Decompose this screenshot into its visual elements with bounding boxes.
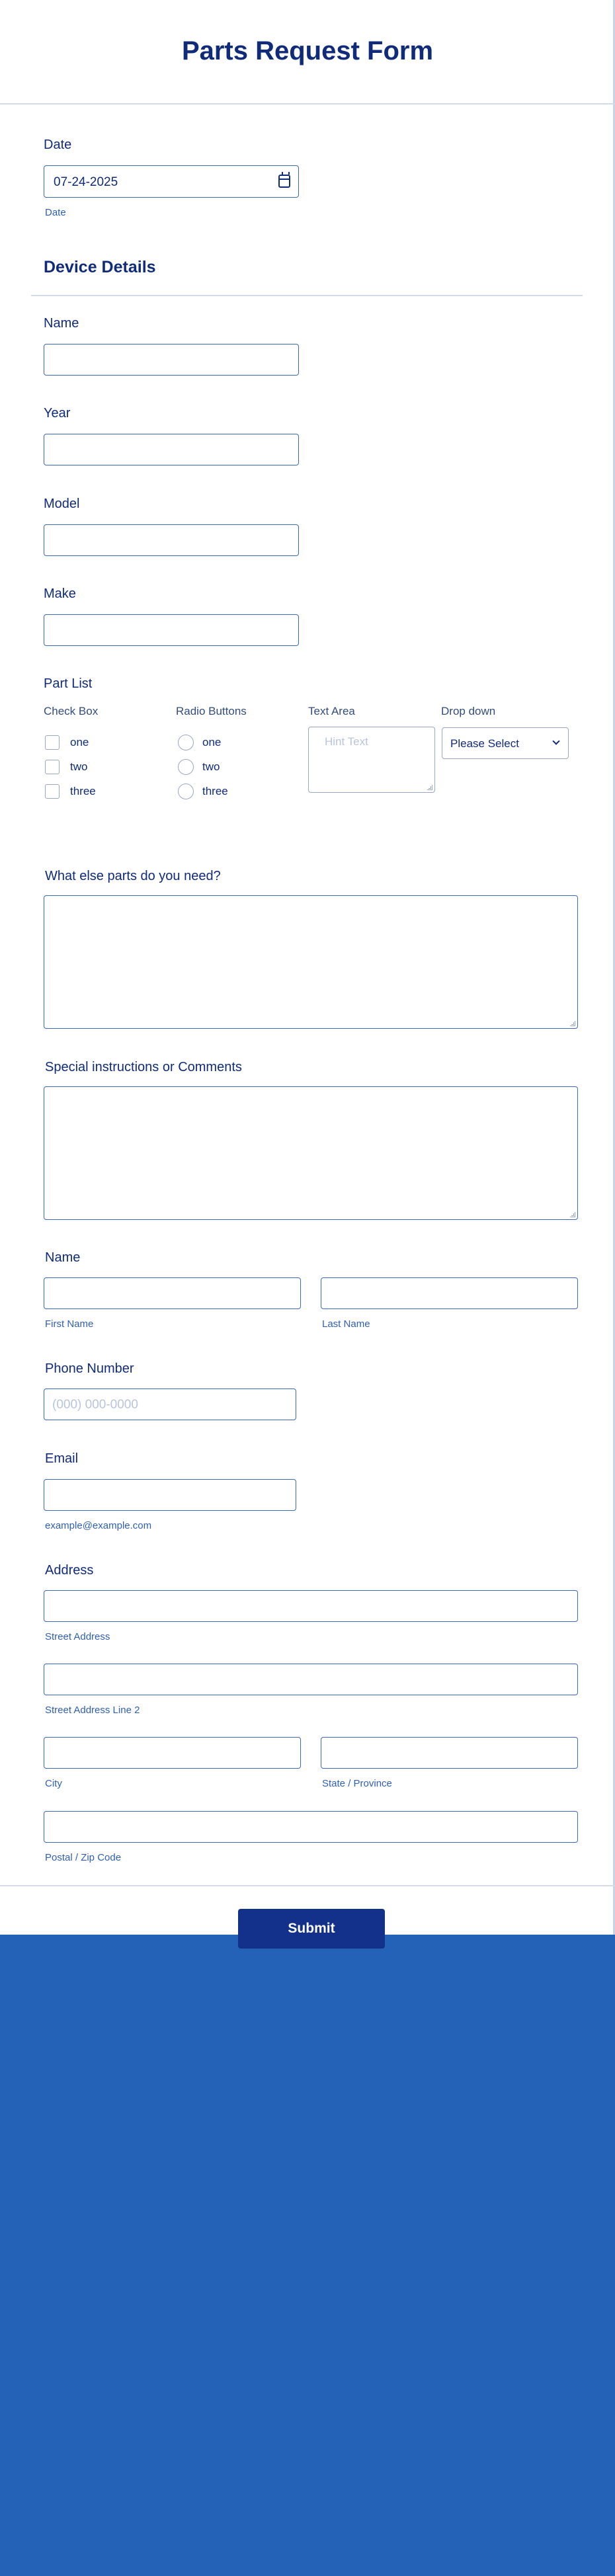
resize-grip-icon[interactable] <box>570 1021 575 1026</box>
state-input[interactable] <box>321 1737 578 1769</box>
phone-input[interactable] <box>44 1389 296 1420</box>
resize-grip-icon[interactable] <box>570 1212 575 1217</box>
checkbox-one[interactable] <box>45 735 60 750</box>
radio-one[interactable] <box>178 735 194 750</box>
instructions-textarea[interactable] <box>44 1086 578 1220</box>
street-address-sublabel: Street Address <box>45 1631 110 1642</box>
part-list-label: Part List <box>44 676 93 691</box>
phone-placeholder: (000) 000-0000 <box>52 1398 138 1412</box>
section-divider <box>31 295 583 296</box>
other-parts-label: What else parts do you need? <box>45 869 221 883</box>
radio-one-label: one <box>202 736 222 748</box>
date-input[interactable] <box>44 165 299 198</box>
calendar-icon[interactable] <box>278 175 290 188</box>
last-name-input[interactable] <box>321 1277 578 1309</box>
instructions-label: Special instructions or Comments <box>45 1060 242 1074</box>
header-divider <box>0 103 615 104</box>
street-address-2-sublabel: Street Address Line 2 <box>45 1705 140 1716</box>
submit-button[interactable]: Submit <box>238 1909 385 1949</box>
email-input[interactable] <box>44 1479 296 1511</box>
dropdown-label: Drop down <box>441 705 496 717</box>
checkbox-three[interactable] <box>45 784 60 799</box>
textarea-small-label: Text Area <box>308 705 355 717</box>
resize-grip-icon[interactable] <box>427 785 432 790</box>
other-parts-textarea[interactable] <box>44 895 578 1029</box>
city-sublabel: City <box>45 1778 62 1789</box>
checkbox-three-label: three <box>70 785 96 797</box>
street-address-2-input[interactable] <box>44 1664 578 1695</box>
first-name-sublabel: First Name <box>45 1318 94 1330</box>
part-dropdown[interactable] <box>442 727 569 759</box>
full-name-label: Name <box>45 1250 81 1265</box>
last-name-sublabel: Last Name <box>322 1318 370 1330</box>
year-input[interactable] <box>44 434 299 465</box>
name-input[interactable] <box>44 344 299 376</box>
radio-two[interactable] <box>178 759 194 775</box>
textarea-hint: Hint Text <box>325 735 368 748</box>
make-label: Make <box>44 586 76 601</box>
model-input[interactable] <box>44 524 299 556</box>
first-name-input[interactable] <box>44 1277 301 1309</box>
radio-two-label: two <box>202 760 220 773</box>
radio-group-label: Radio Buttons <box>176 705 247 717</box>
date-value: 07-24-2025 <box>54 175 118 189</box>
section-title-device-details: Device Details <box>44 258 156 276</box>
zip-sublabel: Postal / Zip Code <box>45 1852 122 1863</box>
year-label: Year <box>44 406 71 421</box>
dropdown-value: Please Select <box>450 737 519 750</box>
city-input[interactable] <box>44 1737 301 1769</box>
email-label: Email <box>45 1451 79 1466</box>
checkbox-group-label: Check Box <box>44 705 99 717</box>
email-sublabel: example@example.com <box>45 1520 152 1531</box>
chevron-down-icon <box>552 737 559 745</box>
radio-three[interactable] <box>178 784 194 799</box>
checkbox-two-label: two <box>70 760 88 773</box>
radio-three-label: three <box>202 785 228 797</box>
form-title: Parts Request Form <box>181 36 434 65</box>
checkbox-two[interactable] <box>45 760 60 774</box>
date-label: Date <box>44 138 72 152</box>
part-list-textarea[interactable] <box>308 727 435 793</box>
state-sublabel: State / Province <box>322 1778 392 1789</box>
footer-divider <box>0 1885 615 1886</box>
name-label: Name <box>44 316 79 331</box>
model-label: Model <box>44 497 80 511</box>
make-input[interactable] <box>44 614 299 646</box>
address-label: Address <box>45 1563 94 1578</box>
checkbox-one-label: one <box>70 736 89 748</box>
street-address-input[interactable] <box>44 1590 578 1622</box>
zip-input[interactable] <box>44 1811 578 1843</box>
phone-label: Phone Number <box>45 1361 134 1376</box>
date-sublabel: Date <box>45 207 66 218</box>
